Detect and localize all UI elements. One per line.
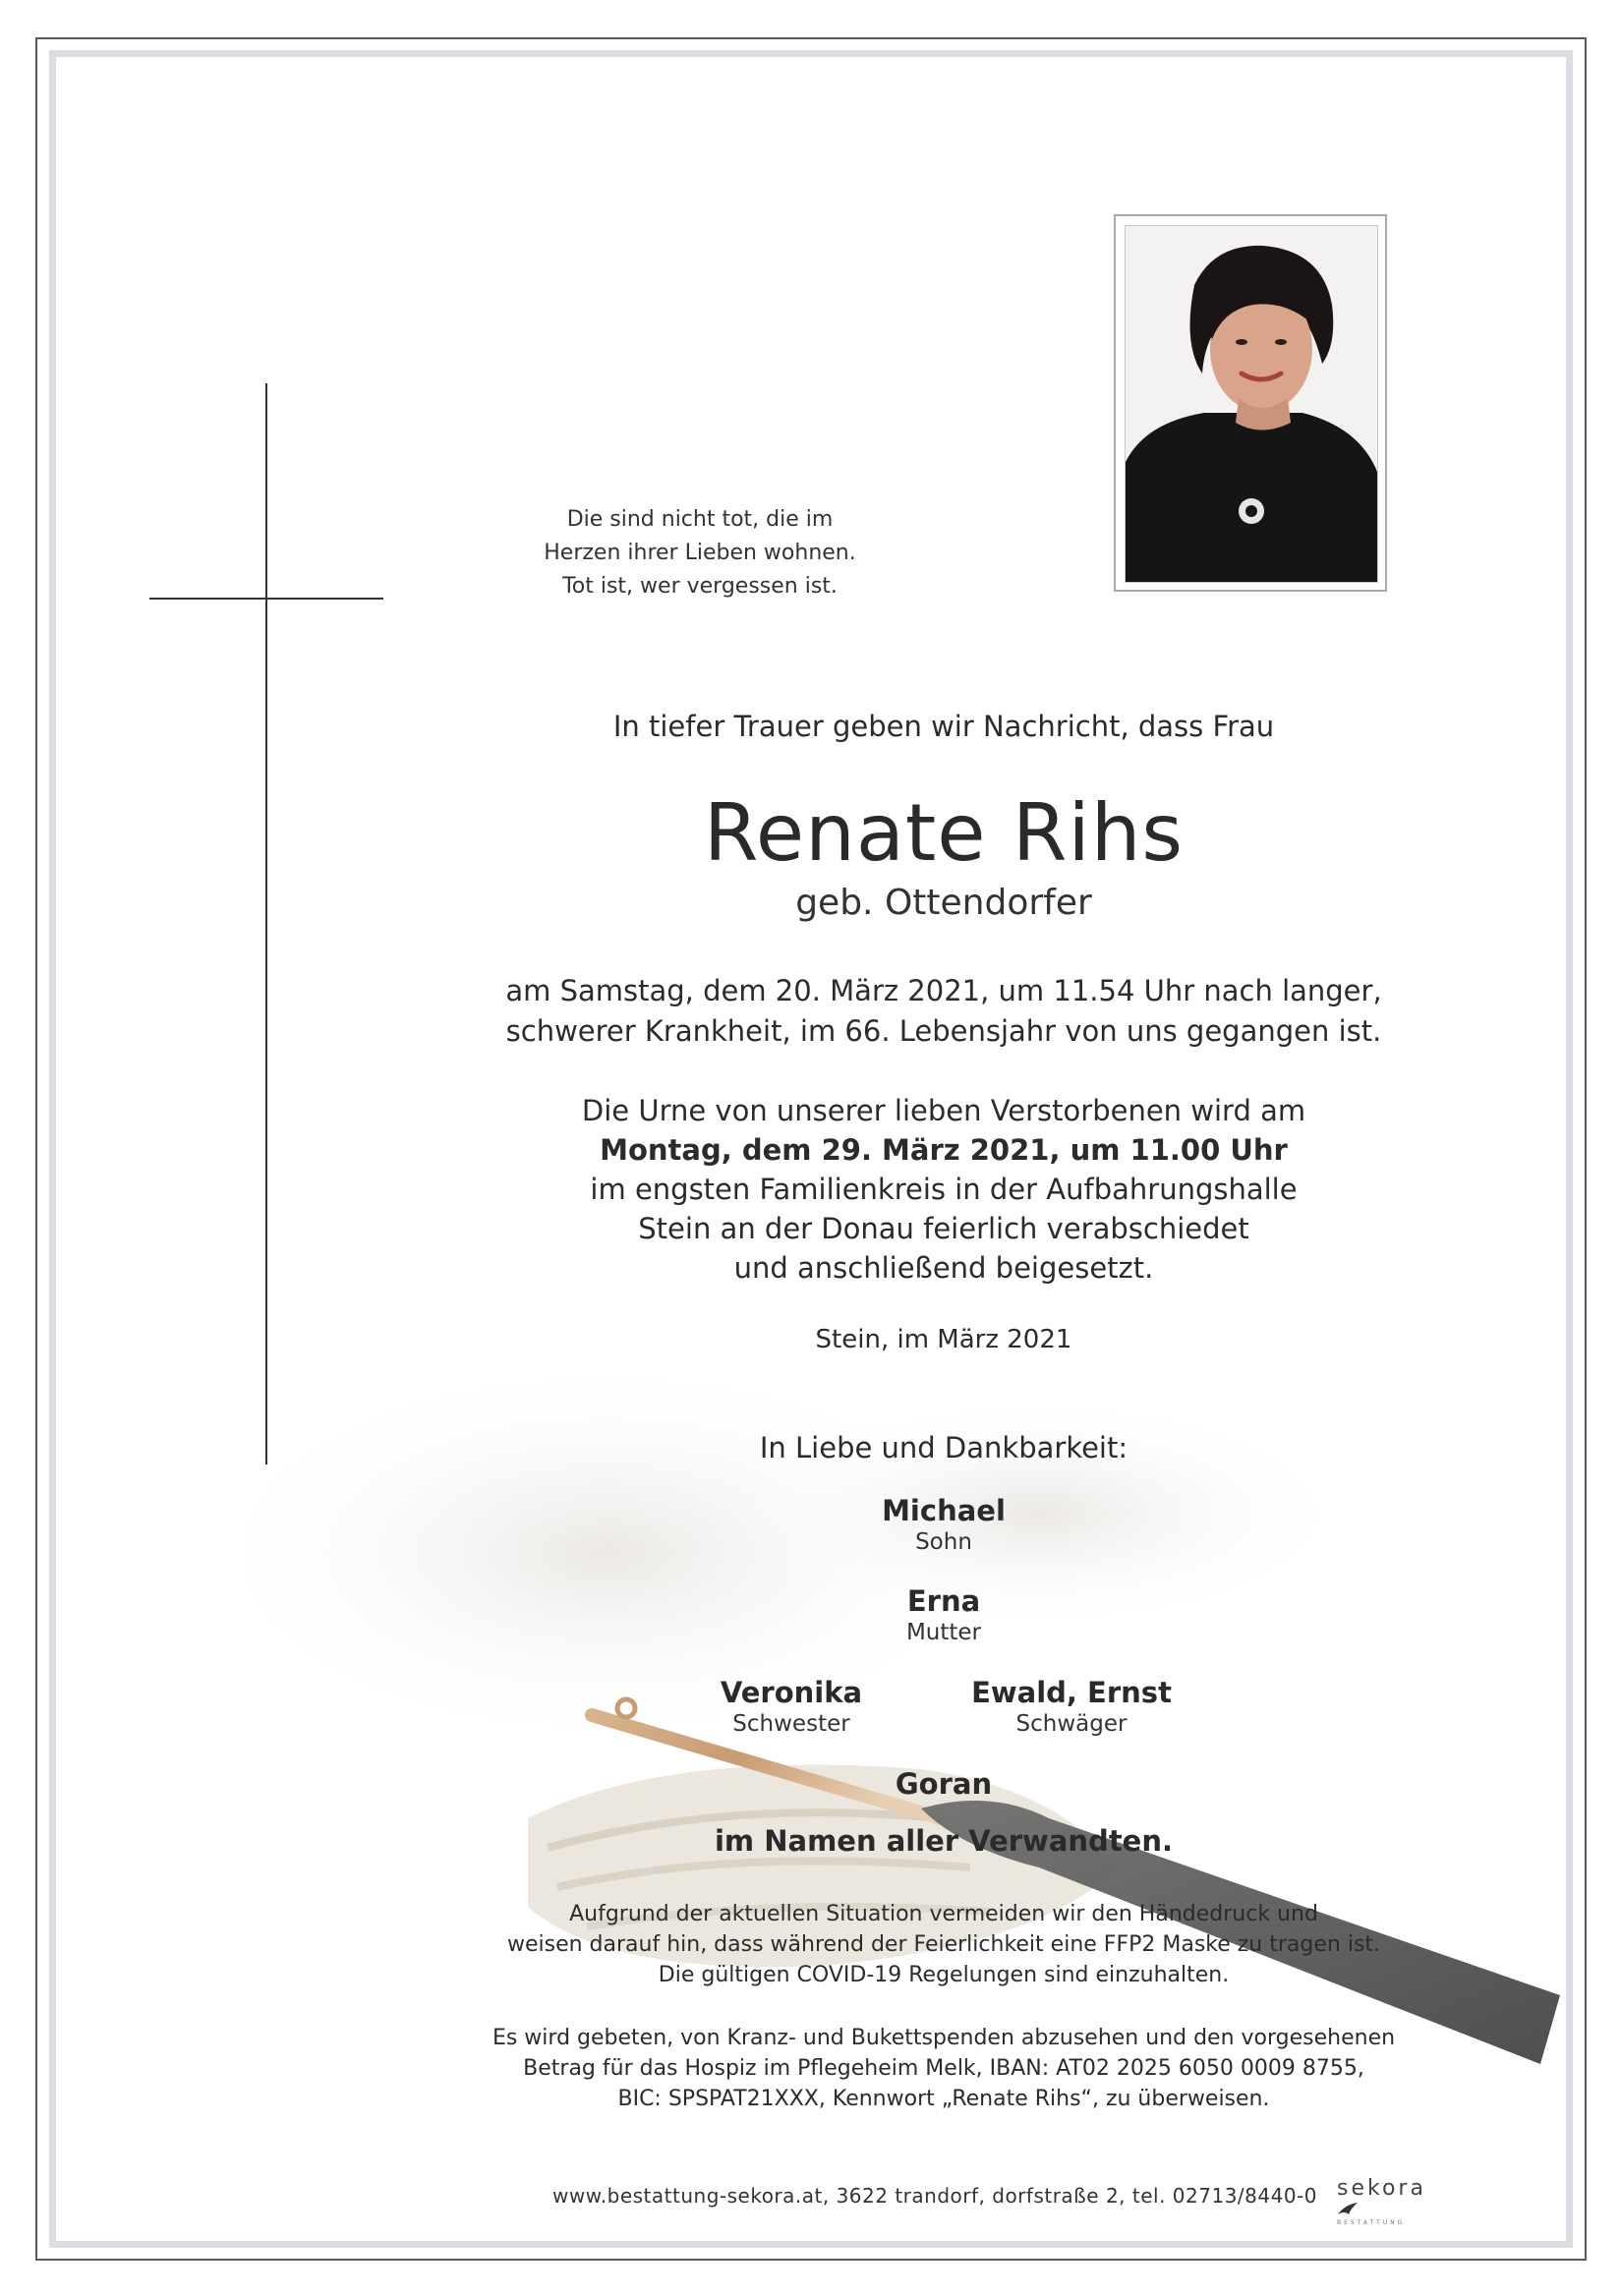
mourner-name: Veronika [720,1676,863,1709]
death-notice-line: am Samstag, dem 20. März 2021, um 11.54 Uhr nach langer, [505,974,1382,1007]
cross-vertical [265,383,267,1464]
announcement-intro: In tiefer Trauer geben wir Nachricht, dass Frau [612,710,1275,743]
mourner-name: Ewald, Ernst [971,1676,1172,1709]
funeral-line: und anschließend beigesetzt. [733,1251,1154,1285]
funeral-line: Stein an der Donau feierlich verabschiedet [638,1212,1249,1245]
logo-text: sekora [1337,2176,1426,2201]
covid-line: Aufgrund der aktuellen Situation vermeiden wir den Händedruck und [569,1902,1318,1926]
mourner-entry [786,1584,1101,1647]
donation-line: Betrag für das Hospiz im Pflegeheim Melk, IBAN: AT02 2025 6050 0009 8755, [523,2056,1364,2081]
funeral-line: Die Urne von unserer lieben Verstorbenen wird am [581,1094,1306,1127]
mourner-name: Erna [906,1584,981,1618]
mourner-relation: Schwäger [1015,1711,1128,1737]
thanks-heading: In Liebe und Dankbarkeit: [759,1431,1128,1464]
mourner-relation: Schwester [732,1711,850,1737]
mourner-relation: Sohn [915,1529,972,1555]
maiden-name: geb. Ottendorfer [795,883,1092,923]
death-notice [472,971,1416,1052]
funeral-details [472,1091,1416,1288]
bird-icon [1337,2201,1359,2218]
donation-line: Es wird gebeten, von Kranz- und Bukettspenden abzusehen und den vorgesehenen [492,2026,1396,2050]
cross-horizontal [149,598,383,600]
portrait-illustration [1126,226,1377,582]
donation-line: BIC: SPSPAT21XXX, Kennwort „Renate Rihs“, zu überweisen. [617,2087,1270,2111]
mourner-relation: Mutter [905,1620,982,1645]
logo-subtext: BESTATTUNG [1337,2219,1406,2226]
mourner-entry [914,1676,1229,1739]
on-behalf-line: im Namen aller Verwandten. [714,1824,1174,1858]
death-notice-line: schwerer Krankheit, im 66. Lebensjahr von uns gegangen ist. [505,1014,1382,1048]
covid-line: Die gültigen COVID-19 Regelungen sind einzuhalten. [658,1963,1230,1987]
place-date: Stein, im März 2021 [815,1325,1072,1354]
funeral-line: im engsten Familienkreis in der Aufbahrungshalle [590,1173,1298,1206]
mourner-name: Goran [895,1767,993,1801]
covid-notice [472,1899,1416,1990]
donation-notice [472,2023,1416,2114]
memorial-quote: Die sind nicht tot, die im Herzen ihrer Lieben wohnen. Tot ist, wer vergessen ist. [544,507,856,599]
portrait-photo [1125,225,1378,583]
funeral-date: Montag, dem 29. März 2021, um 11.00 Uhr [600,1133,1288,1167]
covid-line: weisen darauf hin, dass während der Feierlichkeit eine FFP2 Maske zu tragen ist. [506,1932,1381,1957]
footer-contact: www.bestattung-sekora.at, 3622 trandorf, dorfstraße 2, tel. 02713/8440-0 [552,2184,1317,2208]
mourner-entry [634,1676,949,1739]
mourner-entry [786,1494,1101,1557]
portrait-photo-frame [1114,214,1387,592]
mourner-name: Michael [882,1494,1006,1527]
sekora-logo [1337,2176,1435,2226]
mourner-entry [786,1767,1101,1801]
deceased-name: Renate Rihs [703,787,1185,879]
